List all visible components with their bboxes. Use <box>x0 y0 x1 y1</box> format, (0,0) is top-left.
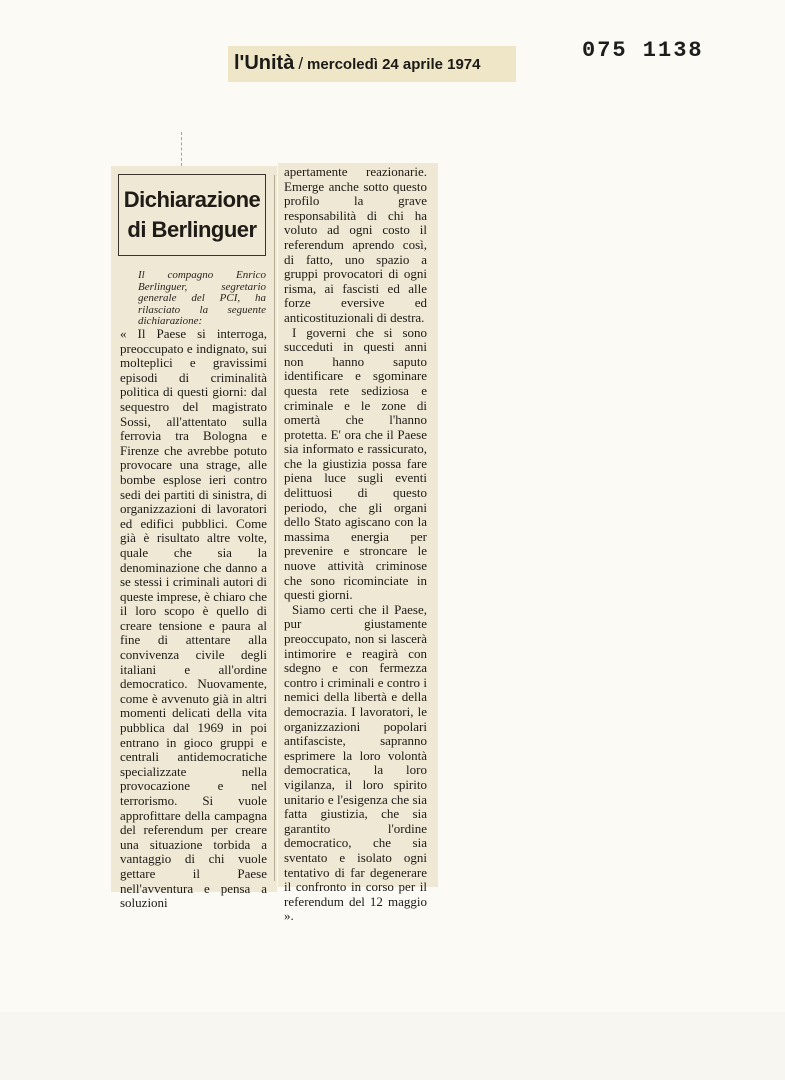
headline-line-1: Dichiarazione <box>123 187 261 212</box>
tear-mark <box>181 132 186 166</box>
article-column-right <box>284 165 427 924</box>
article-paragraph: Siamo certi che il Paese, pur giustamente preoccupato, non si lascerà intimorire e reagirà con sdegno e con fermezza contro i criminali e contro i nemici della libertà e della democrazia. I lavoratori, le organizzazioni popolari antifasciste, sapranno esprimere la loro volontà democratica, la loro vigilanza, il loro spirito unitario e l'esigenza che sia fatta giustizia, che sia garantito l'ordine democratico, che sia sventato e isolato ogni tentativo di far degenerare il confronto in corso per il referendum del 12 maggio ». <box>284 601 427 924</box>
headline-line-2: di Berlinguer <box>127 217 257 242</box>
column-divider <box>274 175 275 881</box>
article-headline <box>124 185 261 245</box>
header-separator: / <box>298 54 304 73</box>
article-paragraph: I governi che si sono succeduti in questi anni non hanno saputo identificare e sgominare questa rete sediziosa e criminale e le zone di omertà che l'hanno protetta. E' ora che il Paese sia informato e rassicurato, che la giustizia possa fare piena luce sugli eventi delittuosi di questo periodo, che gli organi dello Stato agiscano con la massima energia per prevenire e stroncare le nuove attività criminose che sono ricominciate in questi giorni. <box>284 324 427 603</box>
page-background <box>0 1012 785 1080</box>
article-intro: Il compagno Enrico Berlinguer, segretario generale del PCI, ha rilasciato la seguente dichiarazione: <box>138 269 266 328</box>
archive-code: 075 1138 <box>582 38 704 63</box>
article-paragraph: apertamente reazionarie. Emerge anche sotto questo profilo la grave responsabilità di chi ha voluto ad ogni costo il referendum aprendo così, di fatto, uno spazio a gruppi provocatori di ogni risma, ai fascisti ed alle forze eversive ed anticostituzionali di destra. <box>284 164 427 325</box>
article-column-left <box>120 327 267 911</box>
newspaper-header <box>234 52 480 75</box>
headline-box <box>118 174 266 256</box>
article-paragraph: « Il Paese si interroga, preoccupato e indignato, sui molteplici e gravissimi episodi di criminalità politica di questi giorni: dal sequestro del magistrato Sossi, all'attentato sulla ferrovia tra Bologna e Firenze che avrebbe potuto provocare una strage, alle bombe esplose ieri contro sedi dei partiti di sinistra, di organizzazioni di lavoratori ed edifici pubblici. Come già è risultato altre volte, quale che sia la denominazione che danno a se stessi i criminali autori di queste imprese, è chiaro che il loro scopo è quello di creare tensione e paura al fine di attentare alla convivenza civile degli italiani e all'ordine democratico. Nuovamente, come è avvenuto già in altri momenti delicati della vita pubblica dal 1969 in poi entrano in gioco gruppi e centrali antidemocratiche specializzate nella provocazione e nel terrorismo. Si vuole approfittare della campagna del referendum per creare una situazione torbida a vantaggio di chi vuole gettare il Paese nell'avventura e pensa a soluzioni <box>120 326 267 911</box>
newspaper-name: l'Unità <box>234 52 295 74</box>
publication-date: mercoledì 24 aprile 1974 <box>307 56 481 73</box>
